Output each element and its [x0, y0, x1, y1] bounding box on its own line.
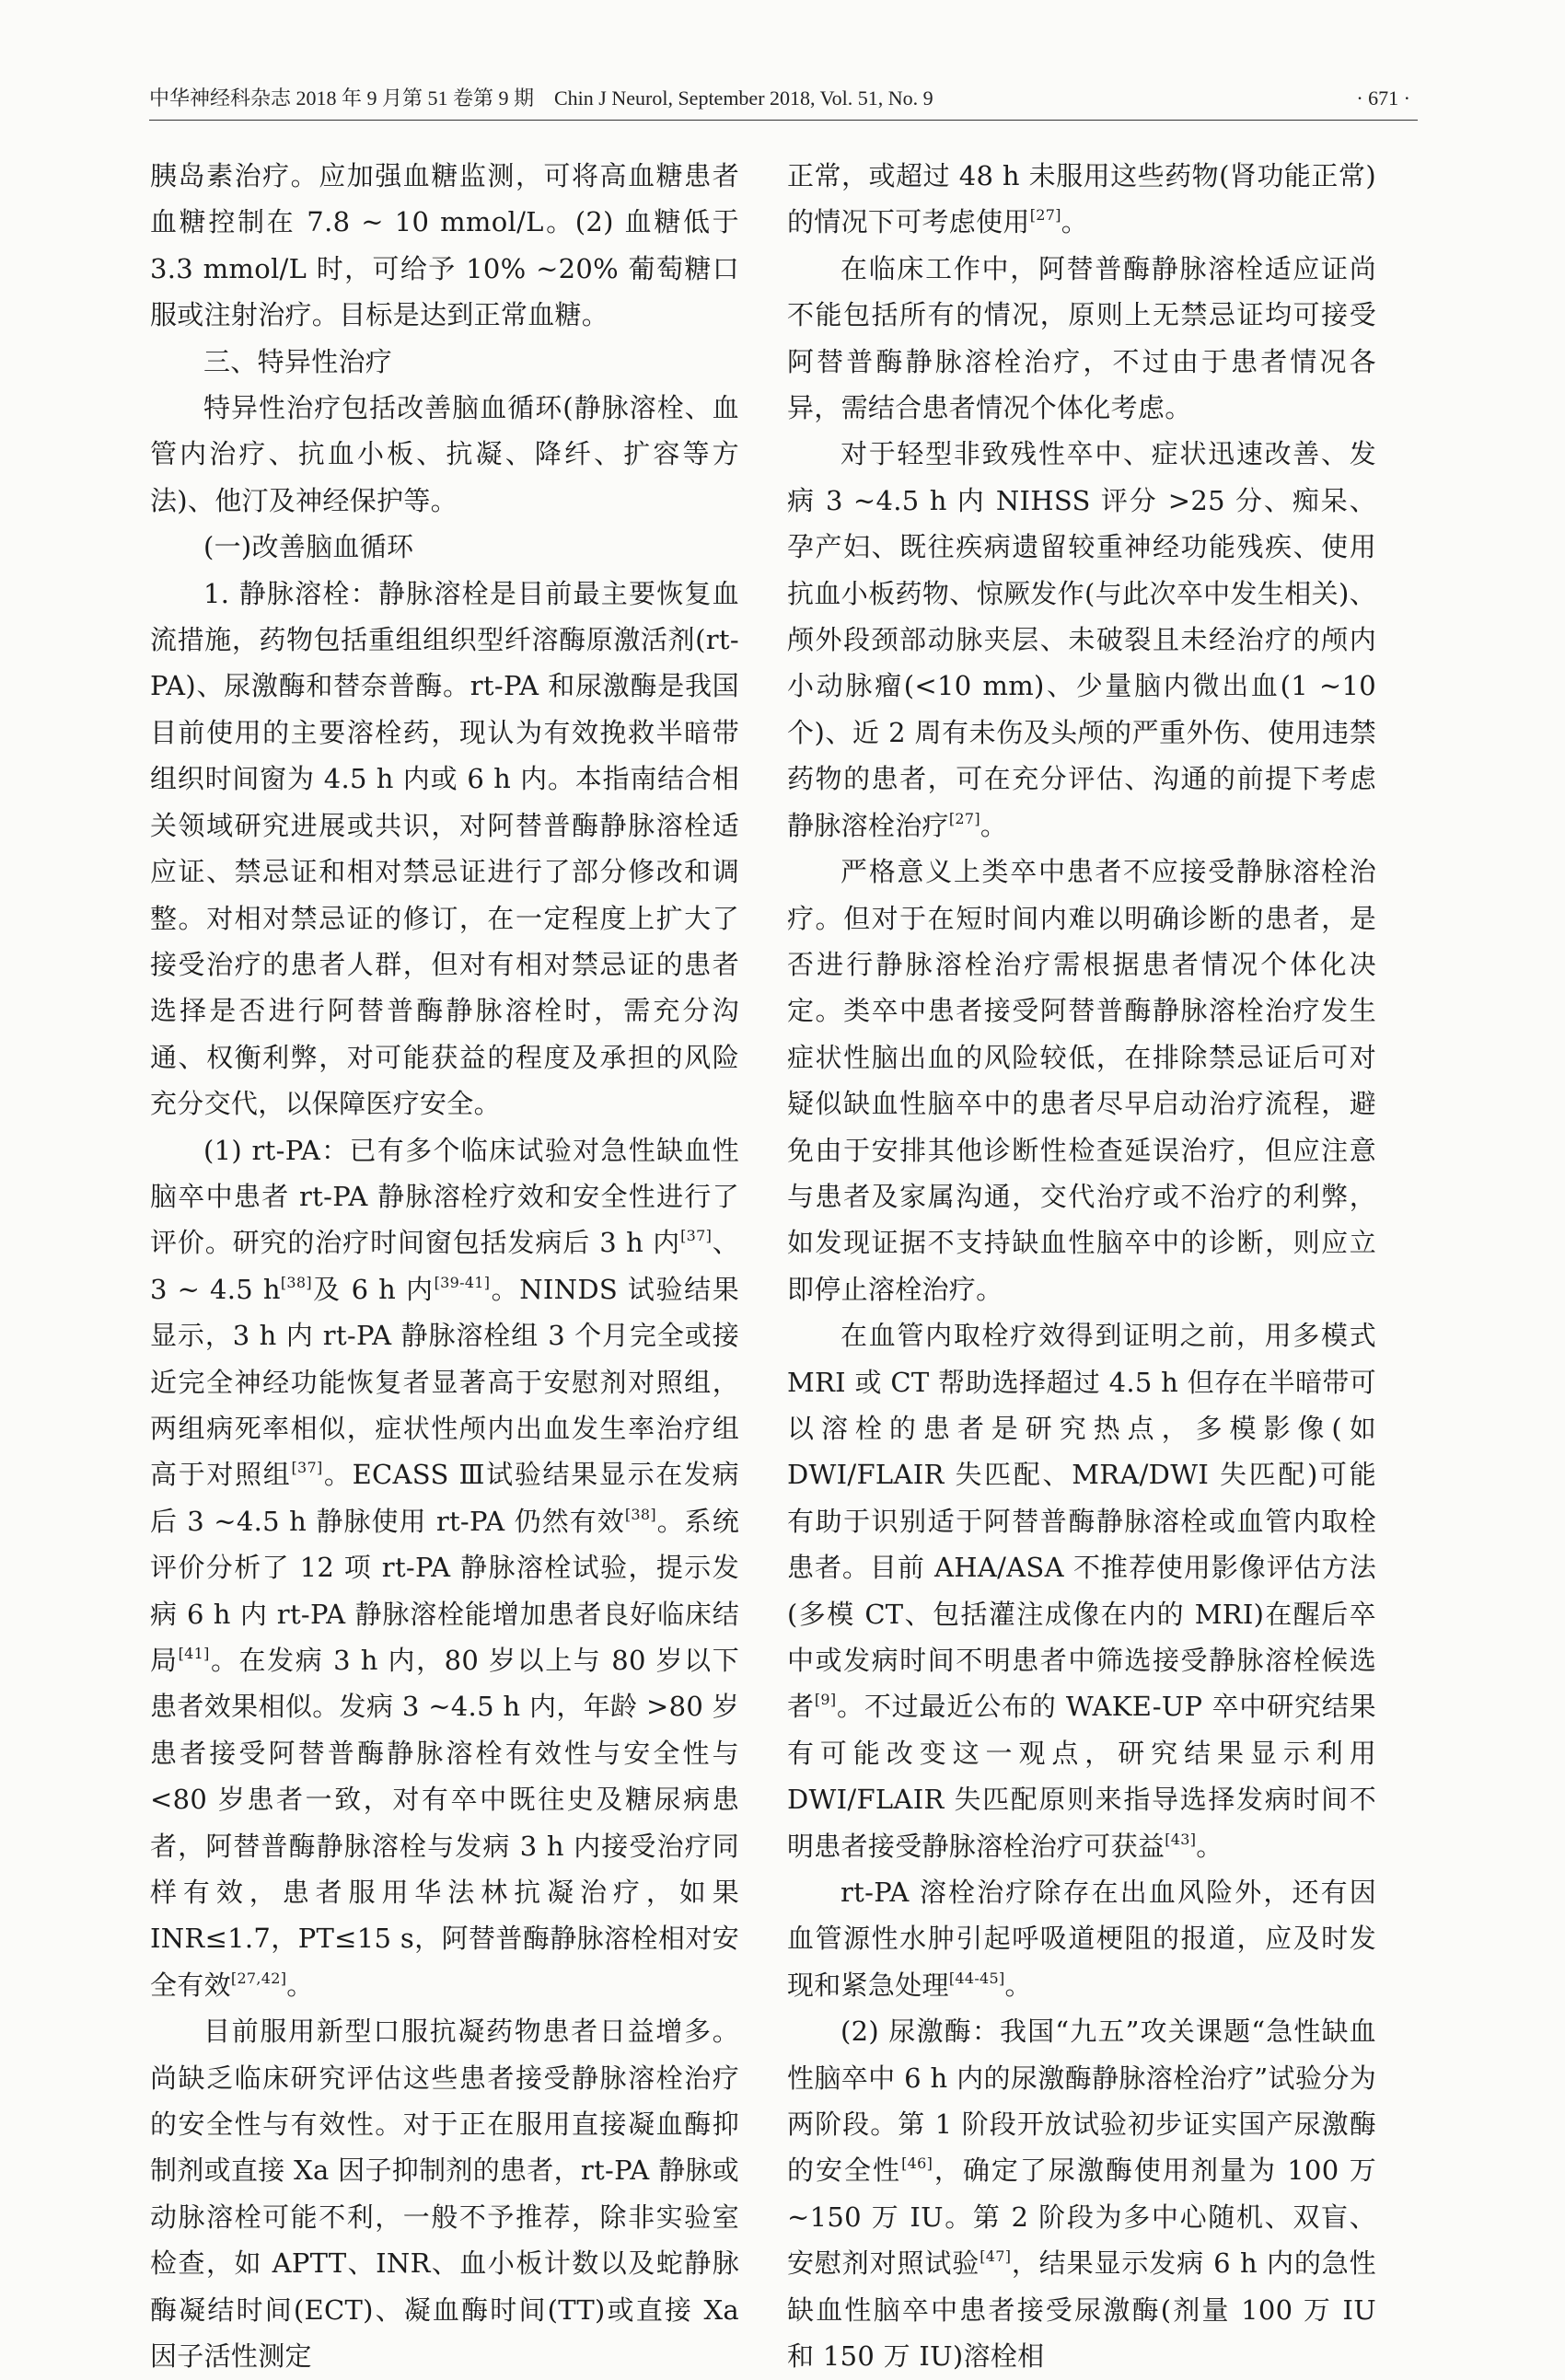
citation[interactable]: [44-45] — [948, 1969, 1005, 1987]
citation[interactable]: [37] — [291, 1459, 323, 1477]
citation[interactable]: [41] — [178, 1645, 210, 1662]
paragraph — [787, 2008, 1376, 2379]
citation[interactable]: [27] — [948, 809, 980, 827]
subsection-heading: (一)改善脑血循环 — [203, 531, 414, 563]
journal-running-head: 中华神经科杂志 2018 年 9 月第 51 卷第 9 期 Chin J Neurol, September 2018, Vol. 51, No. 9 — [149, 87, 933, 110]
citation[interactable]: [9] — [814, 1691, 837, 1709]
right-column — [787, 153, 1376, 2380]
paragraph: 在临床工作中，阿替普酶静脉溶栓适应证尚不能包括所有的情况，原则上无禁忌证均可接受阿替普酶静脉溶栓治疗，不过由于患者情况各异，需结合患者情况个体化考虑。 — [787, 252, 1376, 424]
text-run: (2) 尿激酶：我国“九五”攻关课题“急性缺血性脑卒中 6 h 内的尿激酶静脉溶栓治疗”试验分为两阶段。第 1 阶段开放试验初步证实国产尿激酶的安全性 — [787, 2016, 1376, 2187]
paragraph — [787, 153, 1376, 246]
text-run: (1) rt-PA：已有多个临床试验对急性缺血性脑卒中患者 rt-PA 静脉溶栓疗效和安全性进行了评价。研究的治疗时间窗包括发病后 3 h 内 — [150, 1134, 739, 1259]
citation[interactable]: [43] — [1165, 1830, 1197, 1848]
citation[interactable]: [47] — [980, 2247, 1012, 2266]
text-run: 。 — [286, 1969, 314, 2001]
paragraph: 目前服用新型口服抗凝药物患者日益增多。尚缺乏临床研究评估这些患者接受静脉溶栓治疗的安全性与有效性。对于正在服用直接凝血酶抑制剂或直接 Xa 因子抑制剂的患者，rt-PA 静脉或动脉溶栓可能不利，一般不予推荐，除非实验室检查，如 APTT、INR、血小板计数以及蛇静脉酶凝结时间(ECT)、凝血酶时间(TT)或直接 Xa 因子活性测定 — [150, 2016, 739, 2373]
text-run: 在血管内取栓疗效得到证明之前，用多模式 MRI 或 CT 帮助选择超过 4.5 h 但存在半暗带可以溶栓的患者是研究热点，多模影像(如 DWI/FLAIR 失匹配、MRA/DWI 失匹配)可能有助于识别适于阿替普酶静脉溶栓或血管内取栓患者。目前 AHA/ASA 不推荐使用影像评估方法(多模 CT、包括灌注成像在内的 MRI)在醒后卒中或发病时间不明患者中筛选接受静脉溶栓候选者 — [787, 1320, 1376, 1723]
text-run: ，确定了尿激酶使用剂量为 100 万 ~150 万 IU。第 2 阶段为多中心随机、双盲、安慰剂对照试验 — [787, 2155, 1376, 2280]
page-number: · 671 · — [1356, 87, 1410, 110]
text-run: rt-PA 溶栓治疗除存在出血风险外，还有因血管源性水肿引起呼吸道梗阻的报道，应及时发现和紧急处理 — [787, 1877, 1376, 2001]
paragraph — [787, 1869, 1376, 2008]
text-run: 。 — [980, 809, 1008, 841]
paragraph: 1. 静脉溶栓：静脉溶栓是目前最主要恢复血流措施，药物包括重组组织型纤溶酶原激活剂(rt-PA)、尿激酶和替奈普酶。rt-PA 和尿激酶是我国目前使用的主要溶栓药，现认为有效挽救半暗带组织时间窗为 4.5 h 内或 6 h 内。本指南结合相关领域研究进展或共识，对阿替普酶静脉溶栓适应证、禁忌证和相对禁忌证进行了部分修改和调整。对相对禁忌证的修订，在一定程度上扩大了接受治疗的患者人群，但对有相对禁忌证的患者选择是否进行阿替普酶静脉溶栓时，需充分沟通、权衡利弊，对可能获益的程度及承担的风险充分交代，以保障医疗安全。 — [150, 577, 739, 1120]
section-heading: 三、特异性治疗 — [203, 345, 393, 377]
citation[interactable]: [27,42] — [230, 1969, 287, 1987]
text-run: 。在发病 3 h 内，80 岁以上与 80 岁以下患者效果相似。发病 3 ~4.5 h 内，年龄 >80 岁患者接受阿替普酶静脉溶栓有效性与安全性与 <80 岁患者一致，对有卒中既往史及糖尿病患者，阿替普酶静脉溶栓与发病 3 h 内接受治疗同样有效，患者服用华法林抗凝治疗，如果 INR≤1.7，PT≤15 s，阿替普酶静脉溶栓相对安全有效 — [150, 1645, 739, 2001]
text-run: 。ECASS Ⅲ试验结果显示在发病后 3 ~4.5 h 静脉使用 rt-PA 仍然有效 — [150, 1459, 739, 1537]
paragraph: 严格意义上类卒中患者不应接受静脉溶栓治疗。但对于在短时间内难以明确诊断的患者，是否进行静脉溶栓治疗需根据患者情况个体化决定。类卒中患者接受阿替普酶静脉溶栓治疗发生症状性脑出血的风险较低，在排除禁忌证后可对疑似缺血性脑卒中的患者尽早启动治疗流程，避免由于安排其他诊断性检查延误治疗，但应注意与患者及家属沟通，交代治疗或不治疗的利弊，如发现证据不支持缺血性脑卒中的诊断，则应立即停止溶栓治疗。 — [787, 856, 1376, 1305]
paragraph — [787, 431, 1376, 849]
text-run: 。NINDS 试验结果显示，3 h 内 rt-PA 静脉溶栓组 3 个月完全或接近完全神经功能恢复者显著高于安慰剂对照组，两组病死率相似，症状性颅内出血发生率治疗组高于对照组 — [150, 1273, 740, 1491]
text-run: 。不过最近公布的 WAKE-UP 卒中研究结果有可能改变这一观点，研究结果显示利用 DWI/FLAIR 失匹配原则来指导选择发病时间不明患者接受静脉溶栓治疗可获益 — [787, 1691, 1376, 1862]
running-header — [149, 85, 1418, 121]
citation[interactable]: [37] — [680, 1227, 713, 1245]
text-run: 、3 ~ 4.5 h — [150, 1227, 739, 1305]
paragraph — [787, 1312, 1376, 1869]
citation[interactable]: [46] — [901, 2155, 933, 2173]
text-run: 。 — [1004, 1969, 1032, 2001]
text-run: 正常，或超过 48 h 未服用这些药物(肾功能正常)的情况下可考虑使用 — [787, 160, 1376, 238]
text-run: 及 6 h 内 — [311, 1273, 435, 1305]
text-run: ，结果显示发病 6 h 内的急性缺血性脑卒中患者接受尿激酶(剂量 100 万 IU 和 150 万 IU)溶栓相 — [787, 2247, 1376, 2373]
citation[interactable]: [39-41] — [434, 1273, 491, 1291]
paragraph: 胰岛素治疗。应加强血糖监测，可将高血糖患者血糖控制在 7.8 ~ 10 mmol/L。(2) 血糖低于 3.3 mmol/L 时，可给予 10% ~20% 葡萄糖口服或注射治疗。目标是达到正常血糖。 — [150, 160, 739, 331]
text-run: 。 — [1196, 1830, 1223, 1862]
text-run: 。系统评价分析了 12 项 rt-PA 静脉溶栓试验，提示发病 6 h 内 rt-PA 静脉溶栓能增加患者良好临床结局 — [150, 1505, 740, 1676]
paragraph: 特异性治疗包括改善脑血循环(静脉溶栓、血管内治疗、抗血小板、抗凝、降纤、扩容等方法)、他汀及神经保护等。 — [150, 392, 739, 516]
left-column — [150, 153, 739, 2380]
text-run: 。 — [1061, 206, 1089, 238]
citation[interactable]: [27] — [1029, 206, 1061, 225]
paragraph — [150, 1127, 739, 2009]
citation[interactable]: [38] — [624, 1505, 656, 1523]
text-run: 对于轻型非致残性卒中、症状迅速改善、发病 3 ~4.5 h 内 NIHSS 评分 >25 分、痴呆、孕产妇、既往疾病遗留较重神经功能残疾、使用抗血小板药物、惊厥发作(与此次卒中发生相关)、颅外段颈部动脉夹层、未破裂且未经治疗的颅内小动脉瘤(<10 mm)、少量脑内微出血(1 ~10 个)、近 2 周有未伤及头颅的严重外伤、使用违禁药物的患者，可在充分评估、沟通的前提下考虑静脉溶栓治疗 — [787, 438, 1376, 841]
citation[interactable]: [38] — [280, 1273, 312, 1291]
